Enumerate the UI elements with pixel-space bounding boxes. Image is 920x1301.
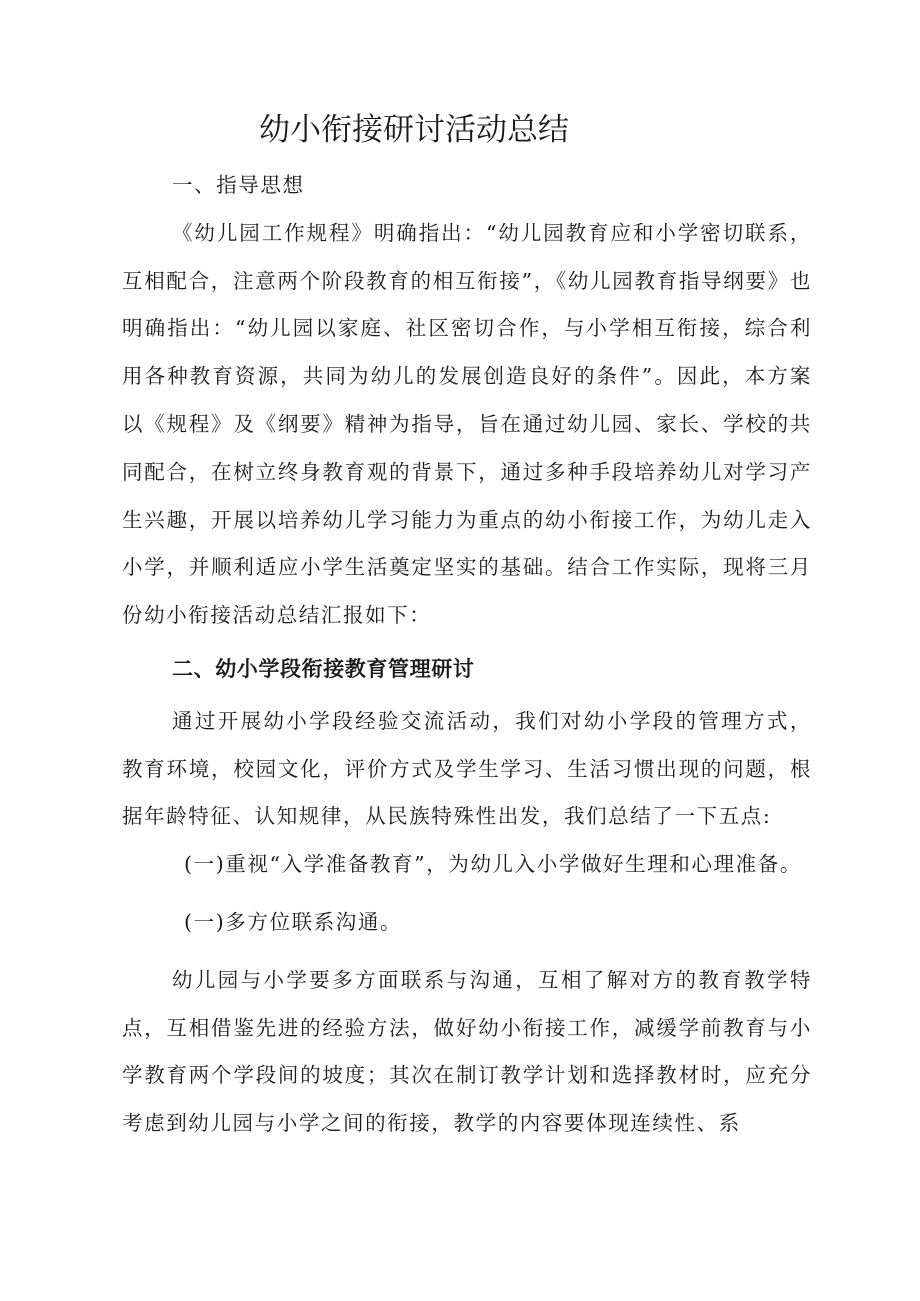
paragraph-management-seminar: 通过开展幼小学段经验交流活动，我们对幼小学段的管理方式，教育环境，校园文化，评价方式及学生学习、生活习惯出现的问题，根据年龄特征、认知规律，从民族特殊性出发，我们总结了一下五点: bbox=[122, 708, 812, 829]
section-heading-guiding-thought: 一、指导思想 bbox=[172, 173, 305, 197]
paragraph-guiding-thought: 《幼儿园工作规程》明确指出：“幼儿园教育应和小学密切联系，互相配合，注意两个阶段教育的相互衔接”，《幼儿园教育指导纲要》也明确指出：“幼儿园以家庭、社区密切合作，与小学相互衔接，综合利用各种教育资源，共同为幼儿的发展创造良好的条件”。因此，本方案以《规程》及《纲要》精神为指导，旨在通过幼儿园、家长、学校的共同配合，在树立终身教育观的背景下，通过多种手段培养幼儿对学习产生兴趣，开展以培养幼儿学习能力为重点的幼小衔接工作，为幼儿走入小学，并顺利适应小学生活奠定坚实的基础。结合工作实际，现将三月份幼小衔接活动总结汇报如下： bbox=[122, 220, 812, 628]
document-body bbox=[122, 162, 812, 1148]
paragraph-communication: 幼儿园与小学要多方面联系与沟通，互相了解对方的教育教学特点，互相借鉴先进的经验方法，做好幼小衔接工作，减缓学前教育与小学教育两个学段间的坡度；其次在制订教学计划和选择教材时，应充分考虑到幼儿园与小学之间的衔接，教学的内容要体现连续性、系 bbox=[122, 967, 812, 1136]
subheading-entry-preparation: (一)重视“入学准备教育”，为幼儿入小学做好生理和心理准备。 bbox=[184, 852, 802, 877]
subheading-communication: (一)多方位联系沟通。 bbox=[184, 909, 403, 934]
section-heading-management-seminar: 二、幼小学段衔接教育管理研讨 bbox=[172, 656, 475, 681]
document-title: 幼小衔接研讨活动总结 bbox=[259, 112, 569, 148]
